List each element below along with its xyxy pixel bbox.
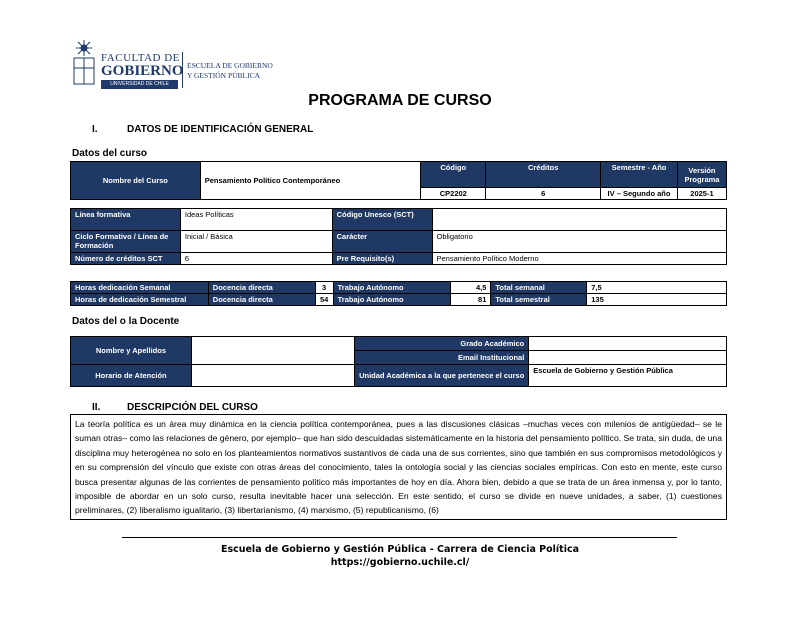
footer-url[interactable]: https://gobierno.uchile.cl/ xyxy=(330,557,470,568)
caracter-label: Carácter xyxy=(332,231,432,253)
semester-value: IV – Segundo año xyxy=(601,188,678,200)
direct-teaching-semester-value: 54 xyxy=(315,294,333,306)
code-label: Código xyxy=(421,162,486,188)
direct-teaching-label-semester: Docencia directa xyxy=(208,294,315,306)
total-weekly-label: Total semanal xyxy=(491,282,587,294)
prerequisite-label: Pre Requisito(s) xyxy=(332,253,432,265)
total-semester-label: Total semestral xyxy=(491,294,587,306)
institutional-email-value xyxy=(529,351,727,365)
school-name-line2: Y GESTIÓN PÚBLICA xyxy=(187,71,261,80)
autonomous-work-label-semester: Trabajo Autónomo xyxy=(333,294,451,306)
section-2-number: II. xyxy=(92,402,101,413)
prerequisite-value: Pensamiento Político Moderno xyxy=(432,253,727,265)
course-description: La teoría política es un área muy dinámica en la ciencia política contemporánea, pues a las discusiones clásicas –muchas veces con milenios de antigüedad– se le suman otras– como las relaciones de género, por ejemplo– que han sido descuidadas sistemáticamente en la historia del pensamiento político. Se trata, sin duda, de una disciplina muy heterogénea no solo en los planteamientos normativos sustantivos de cada una de sus corrientes, sino que también en sus compromisos metodológicos y en su comprensión del vínculo que existe con otras áreas del conocimiento, tales la ontología social y las ciencias sociales empíricas. Con esto en mente, este curso busca presentar algunas de las corrientes de pensamiento político más importantes de hoy en día. Ahora bien, debido a que se trata de un área inmensa y, por lo tanto, imposible de abordar en un solo curso, resulta inevitable hacer una selección. En este sentido, el curso se divide en nueve unidades, a saber, (1) cuestiones preliminares, (2) liberalismo igualitario, (3) libertarianismo, (4) marxismo, (5) republicanismo, (6) xyxy=(70,414,727,520)
autonomous-work-label-weekly: Trabajo Autónomo xyxy=(333,282,451,294)
logo-divider xyxy=(182,52,183,88)
direct-teaching-label-weekly: Docencia directa xyxy=(208,282,315,294)
section-1-number: I. xyxy=(92,124,98,135)
faculty-logo xyxy=(70,38,285,90)
unesco-code-label: Código Unesco (SCT) xyxy=(332,209,432,231)
course-data-label: Datos del curso xyxy=(72,148,148,159)
academic-degree-value xyxy=(529,337,727,351)
semester-hours-label: Horas de dedicación Semestral xyxy=(71,294,209,306)
academic-unit-label: Unidad Académica a la que pertenece el curso xyxy=(354,365,529,387)
hours-table xyxy=(70,281,727,306)
footer-divider xyxy=(122,537,677,538)
details-table xyxy=(70,208,727,265)
direct-teaching-weekly-value: 3 xyxy=(315,282,333,294)
credits-label: Créditos xyxy=(486,162,601,188)
sct-credits-label: Número de créditos SCT xyxy=(71,253,181,265)
credits-value: 6 xyxy=(486,188,601,200)
teacher-table xyxy=(70,336,727,387)
ciclo-formativo-label: Ciclo Formativo / Línea de Formación xyxy=(71,231,181,253)
faculty-name-line1: FACULTAD DE xyxy=(101,52,180,64)
section-1-title: DATOS DE IDENTIFICACIÓN GENERAL xyxy=(127,124,314,135)
university-seal-icon xyxy=(70,38,98,88)
unesco-code-value xyxy=(432,209,727,231)
section-2-title: DESCRIPCIÓN DEL CURSO xyxy=(127,402,258,413)
university-label: UNIVERSIDAD DE CHILE xyxy=(101,80,178,89)
weekly-hours-label: Horas dedicación Semanal xyxy=(71,282,209,294)
course-name-label: Nombre del Curso xyxy=(71,162,201,200)
total-weekly-value: 7,5 xyxy=(587,282,727,294)
school-name-line1: ESCUELA DE GOBIERNO xyxy=(187,61,273,70)
course-table xyxy=(70,161,727,200)
version-value: 2025-1 xyxy=(677,188,726,200)
code-value: CP2202 xyxy=(421,188,486,200)
ciclo-formativo-value: Inicial / Básica xyxy=(180,231,332,253)
autonomous-work-weekly-value: 4,5 xyxy=(451,282,491,294)
autonomous-work-semester-value: 81 xyxy=(451,294,491,306)
version-label: Versión Programa xyxy=(677,162,726,188)
linea-formativa-label: Línea formativa xyxy=(71,209,181,231)
linea-formativa-value: Ideas Políticas xyxy=(180,209,332,231)
faculty-name-line2: GOBIERNO xyxy=(101,63,184,79)
office-hours-label: Horario de Atención xyxy=(71,365,192,387)
academic-degree-label: Grado Académico xyxy=(354,337,529,351)
semester-label: Semestre - Año xyxy=(601,162,678,188)
total-semester-value: 135 xyxy=(587,294,727,306)
page-title: PROGRAMA DE CURSO xyxy=(308,92,492,109)
teacher-data-label: Datos del o la Docente xyxy=(72,316,180,327)
teacher-name-label: Nombre y Apellidos xyxy=(71,337,192,365)
footer-school: Escuela de Gobierno y Gestión Pública - Carrera de Ciencia Política xyxy=(220,544,580,555)
teacher-name-value xyxy=(191,337,354,365)
academic-unit-value: Escuela de Gobierno y Gestión Pública xyxy=(529,365,727,387)
institutional-email-label: Email Institucional xyxy=(354,351,529,365)
sct-credits-value: 6 xyxy=(180,253,332,265)
caracter-value: Obligatorio xyxy=(432,231,727,253)
course-name-value: Pensamiento Político Contemporáneo xyxy=(200,162,421,200)
office-hours-value xyxy=(191,365,354,387)
